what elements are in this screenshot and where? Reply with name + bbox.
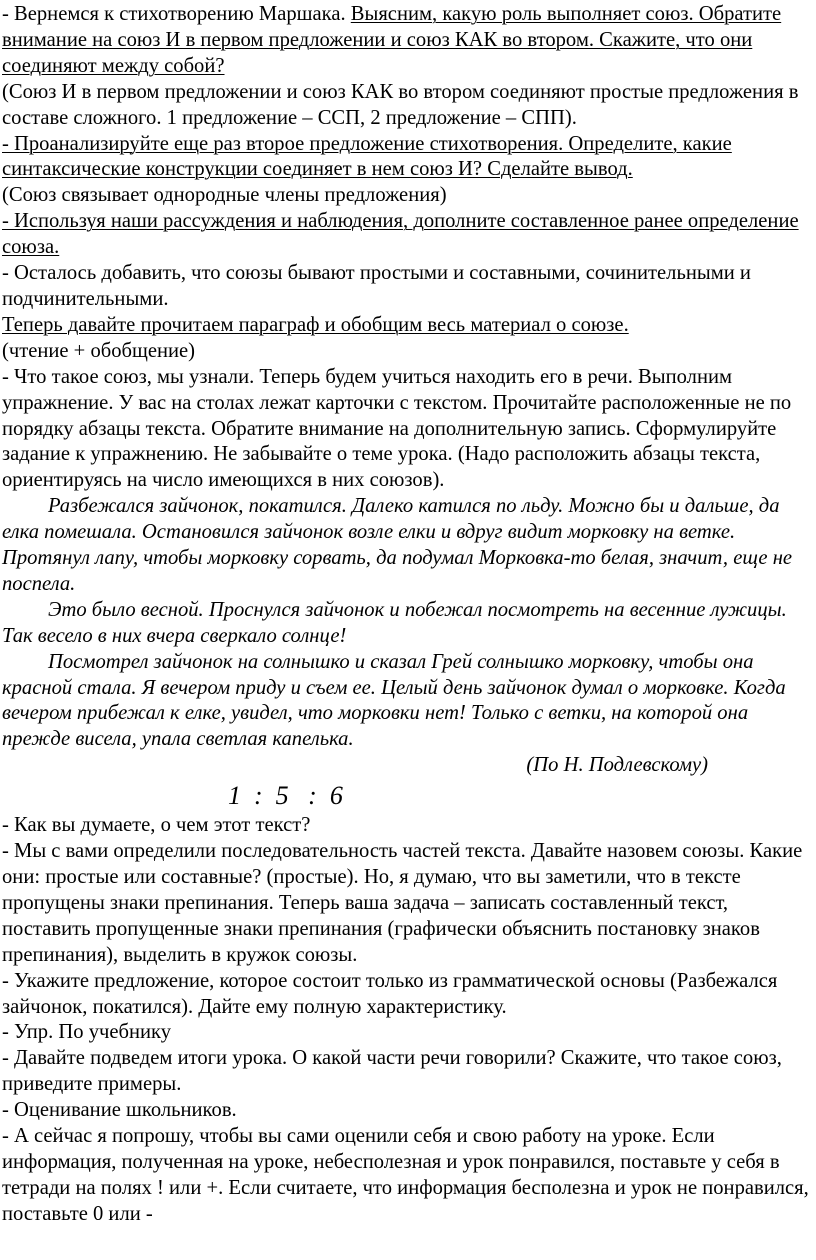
note-reading-summary: (чтение + обобщение) bbox=[2, 339, 196, 362]
story-paragraph-1: Разбежался зайчонок, покатился. Далеко катился по льду. Можно бы и дальше, да елка помешала. Остановился зайчонок возле елки и вдруг видит морковку на ветке. Протянул лапу, чтобы морковку сорвать, да подумал Морковка-то белая, значит, еще не поспела. bbox=[2, 495, 793, 595]
story-source: (По Н. Подлевскому) bbox=[526, 754, 708, 777]
task-read-paragraph: Теперь давайте прочитаем параграф и обобщим весь материал о союзе. bbox=[2, 313, 629, 336]
task-textbook-exercise: - Упр. По учебнику bbox=[2, 1021, 172, 1044]
task-punctuation: - Мы с вами определили последовательность частей текста. Давайте назовем союзы. Какие они: простые или составные? (простые). Но, я думаю, что вы заметили, что в тексте пропущены знаки препинания. Теперь ваша задача – записать составленный текст, поставить пропущенные знаки препинания (графически объяснить постановку знаков препинания), выделить в кружок союзы. bbox=[2, 840, 803, 966]
task-analyze-second-sentence: - Проанализируйте еще раз второе предложение стихотворения. Определите, какие синтаксические конструкции соединяет в нем союз И? Сделайте вывод. bbox=[2, 132, 732, 181]
intro-text: - Вернемся к стихотворению Маршака. bbox=[2, 3, 346, 25]
story-paragraph-2: Это было весной. Проснулся зайчонок и побежал посмотреть на весенние лужицы. Так весело в них вчера сверкало солнце! bbox=[2, 598, 787, 647]
student-assessment: - Оценивание школьников. bbox=[2, 1099, 237, 1122]
task-grammar-basis: - Укажите предложение, которое состоит только из грамматической основы (Разбежался зайчонок, покатился). Дайте ему полную характеристику. bbox=[2, 969, 778, 1018]
question-text-topic: - Как вы думаете, о чем этот текст? bbox=[2, 814, 311, 837]
task-complete-definition: - Используя наши рассуждения и наблюдения, дополните составленное ранее определение союза. bbox=[2, 210, 799, 259]
question-conjunction-role: Выясним, какую роль выполняет союз. Обратите внимание на союз И в первом предложении и союз КАК во втором. Скажите, что они соединяют между собой? bbox=[2, 3, 782, 77]
self-assessment: - А сейчас я попрошу, чтобы вы сами оценили себя и свою работу на уроке. Если информация, полученная на уроке, небесполезная и урок понравился, поставьте у себя в тетради на полях ! или +. Если считаете, что информация бесполезна и урок не понравился, поставьте 0 или - bbox=[2, 1125, 809, 1225]
paragraph-return-to-poem bbox=[2, 2, 812, 80]
conjunction-ratio: 1 : 5 : 6 bbox=[228, 781, 343, 811]
answer-homogeneous-members: (Союз связывает однородные члены предложения) bbox=[2, 184, 447, 207]
answer-complex-sentence: (Союз И в первом предложении и союз КАК во втором соединяют простые предложения в составе сложного. 1 предложение – ССП, 2 предложение – СПП). bbox=[2, 80, 799, 129]
note-conjunction-types: - Осталось добавить, что союзы бывают простыми и составными, сочинительными и подчинительными. bbox=[2, 262, 751, 310]
lesson-summary: - Давайте подведем итоги урока. О какой части речи говорили? Скажите, что такое союз, приведите примеры. bbox=[2, 1047, 782, 1096]
exercise-instructions: - Что такое союз, мы узнали. Теперь будем учиться находить его в речи. Выполним упражнение. У вас на столах лежат карточки с текстом. Прочитайте расположенные не по порядку абзацы текста. Обратите внимание на дополнительную запись. Сформулируйте задание к упражнению. Не забывайте о теме урока. (Надо расположить абзацы текста, ориентируясь на число имеющихся в них союзов). bbox=[2, 365, 792, 492]
story-paragraph-3: Посмотрел зайчонок на солнышко и сказал Грей солнышко морковку, чтобы она красной стала. Я вечером приду и съем ее. Целый день зайчонок думал о морковке. Когда вечером прибежал к елке, увидел, что морковки нет! Только с ветки, на которой она прежде висела, упала светлая капелька. bbox=[2, 650, 786, 751]
